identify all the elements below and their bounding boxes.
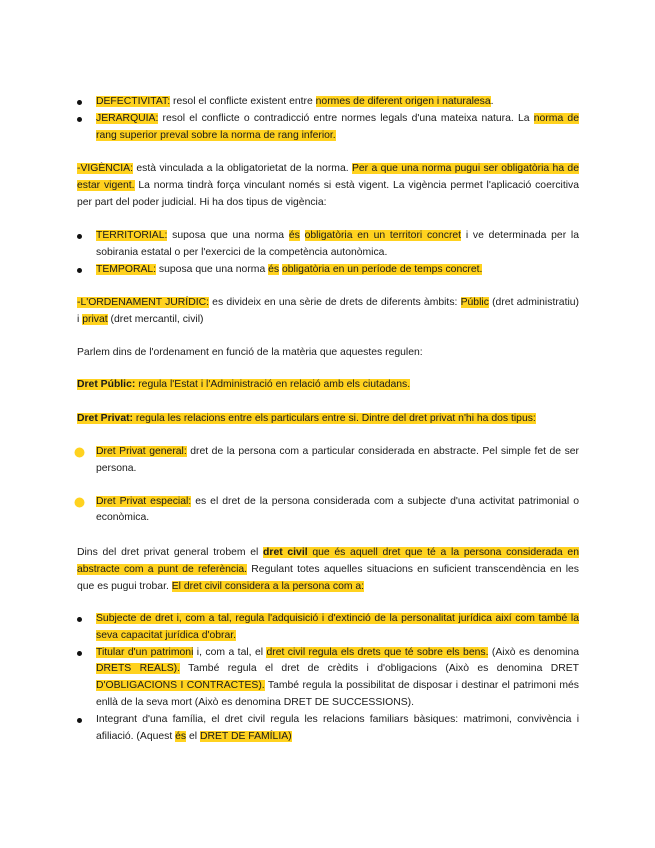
- highlighted-text: JERARQUIA:: [96, 112, 159, 124]
- list-vigencia-types: [77, 228, 579, 278]
- paragraph-parlem: [77, 345, 579, 362]
- highlighted-text: Dret Privat general:: [96, 446, 187, 457]
- text-run: També regula el dret de crèdits i d'obligacions (Això es denomina DRET: [180, 663, 579, 675]
- list-item: [77, 94, 579, 111]
- text-run: es el dret de la persona considerada com a subjecte d'una activitat patrimonial o econòmica.: [96, 495, 579, 524]
- text-run: suposa que una norma: [156, 263, 269, 275]
- bullet-icon: [77, 500, 82, 505]
- text-run: i, com a tal, el: [193, 646, 267, 658]
- highlighted-text: obligatòria en un període de temps concret.: [282, 263, 483, 275]
- dret-privat-text: [77, 411, 579, 428]
- dret-civil-text: [77, 545, 579, 595]
- list-item: [77, 228, 579, 262]
- vigencia-text: [77, 161, 579, 211]
- text-run: resol el conflicte existent entre: [170, 96, 316, 107]
- highlighted-text: Dret Públic:: [77, 379, 136, 390]
- text-run: dret de la persona com a particular considerada en abstracte. Pel simple fet de ser persona.: [96, 446, 579, 474]
- text-run: Parlem dins de l'ordenament en funció de la matèria que aquestes regulen:: [77, 347, 423, 358]
- highlighted-text: DRET DE FAMÍLIA): [199, 730, 292, 742]
- highlighted-text: dret civil regula els drets que té sobre els bens.: [266, 646, 489, 658]
- highlighted-text: és: [268, 263, 280, 275]
- bullet-icon: [77, 117, 82, 122]
- highlighted-text: normes de diferent origen i naturalesa: [315, 96, 491, 107]
- paragraph-dret-privat: [77, 411, 579, 428]
- text-run: (dret mercantil, civil): [107, 313, 204, 325]
- bullet-list: [77, 611, 579, 745]
- highlighted-text: Subjecte de dret i, com a tal, regula l'adquisició i d'extinció de la personalitat jurídica així com també la seva capacitat jurídica d'obrar.: [96, 613, 579, 641]
- bullet-list: [77, 228, 579, 278]
- text-run: està vinculada a la obligatorietat de la norma.: [133, 163, 352, 174]
- bullet-icon: [77, 450, 82, 455]
- list-persona-roles: [77, 611, 579, 745]
- list-item: [77, 262, 579, 279]
- highlighted-text: norma de rang superior preval sobre la norma de rang inferior.: [96, 112, 579, 141]
- bullet-icon: [77, 100, 82, 105]
- highlighted-text: El dret civil considera a la persona com a:: [171, 580, 365, 592]
- text-run: suposa que una norma: [167, 230, 289, 241]
- highlighted-text: DRETS REALS).: [96, 663, 180, 675]
- text-run: Regulant totes aquelles situacions en suficient transcendència en les que es pugui trobar.: [77, 563, 579, 592]
- text-run: resol el conflicte o contradicció entre normes legals d'una mateixa natura. La: [158, 112, 534, 124]
- text-run: es divideix en una sèrie de drets de diferents àmbits:: [208, 297, 461, 308]
- bullet-icon: [77, 651, 82, 656]
- paragraph-ordenament: [77, 295, 579, 329]
- text-run: el: [186, 730, 200, 742]
- highlighted-text: -VIGÈNCIA:: [77, 163, 134, 174]
- text-run: (dret administratiu) i: [77, 297, 579, 325]
- highlighted-text: Dret Privat especial:: [96, 495, 192, 507]
- bullet-list: [77, 94, 579, 144]
- list-conflicts: [77, 94, 579, 144]
- list-item: [77, 494, 579, 528]
- highlighted-text: TEMPORAL:: [96, 263, 157, 275]
- highlighted-text: TERRITORIAL:: [96, 230, 168, 241]
- text-run: Integrant d'una família, el dret civil regula les relacions familiars bàsiques: matrimoni, convivència i afiliació. (Aquest: [96, 713, 579, 742]
- list-item: [77, 444, 579, 478]
- highlighted-text: -L'ORDENAMENT JURÍDIC:: [77, 297, 209, 308]
- highlighted-text: Públic: [460, 297, 489, 308]
- list-dret-privat-types: [77, 444, 579, 527]
- text-run: També regula la possibilitat de disposar i destinar el patrimoni més enllà de la seva mort (Això es denomina DRET DE SUCCESSIONS).: [96, 680, 579, 708]
- highlighted-text: obligatòria en un territori concret: [304, 230, 462, 241]
- highlighted-text: dret civil: [263, 547, 308, 558]
- highlighted-text: privat: [82, 313, 108, 325]
- highlighted-text: que és aquell dret que té a la persona considerada en abstracte com a punt de referència.: [77, 547, 579, 575]
- text-run: (Això es denomina: [488, 646, 580, 658]
- paragraph-dret-public: [77, 377, 579, 394]
- paragraph-vigencia: [77, 161, 579, 211]
- highlighted-text: DEFECTIVITAT:: [96, 96, 171, 107]
- highlighted-text: Per a que una norma pugui ser obligatòria ha de estar vigent.: [77, 163, 579, 191]
- ordenament-text: [77, 295, 579, 329]
- highlighted-text: és: [288, 230, 300, 241]
- text-run: .: [490, 96, 494, 107]
- highlighted-text: és: [175, 730, 187, 742]
- dret-public-text: [77, 377, 579, 394]
- text-run: La norma tindrà força vinculant només si està vigent. La vigència permet l'aplicació coercitiva per part del poder judicial. Hi ha dos tipus de vigència:: [77, 179, 579, 208]
- highlighted-text: regula les relacions entre els particulars entre si. Dintre del dret privat n'hi ha dos tipus:: [133, 413, 536, 424]
- list-item: [77, 611, 579, 645]
- highlighted-text: Dret Privat:: [77, 413, 134, 424]
- highlighted-text: Titular d'un patrimoni: [96, 646, 194, 658]
- list-item: [77, 645, 579, 712]
- paragraph-dret-civil: [77, 545, 579, 595]
- parlem-text: [77, 345, 579, 362]
- text-run: i ve determinada per la sobirania estatal o per l'exercici de la competència autonòmica.: [96, 230, 580, 258]
- highlighted-text: regula l'Estat i l'Administració en relació amb els ciutadans.: [135, 379, 411, 390]
- text-run: [300, 230, 305, 241]
- highlighted-text: D'OBLIGACIONS I CONTRACTES).: [96, 680, 265, 692]
- bullet-icon: [77, 718, 82, 723]
- text-run: Dins del dret privat general trobem el: [77, 547, 264, 558]
- list-item: [77, 111, 579, 145]
- bullet-icon: [77, 234, 82, 239]
- list-item: [77, 712, 579, 746]
- bullet-icon: [77, 617, 82, 622]
- bullet-list: [77, 444, 579, 527]
- bullet-icon: [77, 268, 82, 273]
